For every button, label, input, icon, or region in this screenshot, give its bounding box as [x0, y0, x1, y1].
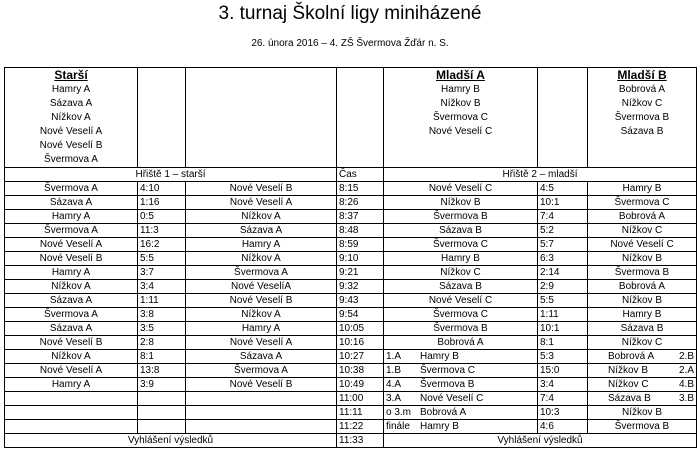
court2-away-cell [588, 406, 697, 420]
court2-score: 5:7 [538, 238, 588, 252]
court2-tag: 1.B [386, 364, 402, 376]
court2-away: Nížkov C [608, 378, 649, 390]
court2-score: 5:5 [538, 294, 588, 308]
match-time: 10:38 [337, 364, 384, 378]
court1-away: Nové Veselí B [186, 182, 337, 196]
group-team: Sázava B [620, 126, 664, 137]
group-team: Hamry B [441, 84, 480, 95]
court2-away-cell [588, 266, 697, 280]
court1-away: Nové Veselí A [186, 336, 337, 350]
court2-away-cell [588, 350, 697, 364]
court2-away-cell [588, 378, 697, 392]
court1-score: 3:5 [138, 322, 186, 336]
court2-home: Hamry B [441, 252, 480, 264]
court1-score: 8:1 [138, 350, 186, 364]
court2-home-cell [384, 308, 538, 322]
group-heading: Mladší B [617, 68, 667, 82]
match-row [5, 252, 697, 266]
court1-home: Sázava A [5, 322, 138, 336]
court2-away: Bobrová A [618, 280, 666, 292]
court1-away: Nové VeselíA [186, 280, 337, 294]
court2-tag: finále [386, 420, 410, 432]
court2-score: 3:4 [538, 378, 588, 392]
court1-home: Nové Veselí B [5, 252, 138, 266]
court2-away: Nížkov C [621, 224, 663, 236]
court1-home: Nové Veselí A [5, 364, 138, 378]
court1-score: 0:5 [138, 210, 186, 224]
court2-tag: 3.A [386, 392, 402, 404]
match-time: 9:54 [337, 308, 384, 322]
match-row [5, 224, 697, 238]
group-team: Sázava A [49, 98, 93, 109]
match-time: 9:43 [337, 294, 384, 308]
court2-away: Bobrová A [618, 210, 666, 222]
court1-score: 13:8 [138, 364, 186, 378]
court1-home [5, 392, 138, 406]
court2-away: Nížkov B [621, 294, 662, 306]
court2-away-wrap [590, 379, 694, 391]
court2-home-cell [384, 322, 538, 336]
court2-away-cell [588, 392, 697, 406]
court2-away-wrap [590, 393, 694, 405]
match-row [5, 392, 697, 406]
court2-score: 10:3 [538, 406, 588, 420]
court2-score: 10:1 [538, 196, 588, 210]
court1-score [138, 392, 186, 406]
court1-home: Švermova A [5, 224, 138, 238]
match-time: 10:05 [337, 322, 384, 336]
court1-home: Hamry A [5, 378, 138, 392]
group-team: Švermova B [614, 112, 670, 123]
group-team: Nížkov A [51, 112, 91, 123]
match-time: 8:59 [337, 238, 384, 252]
court1-home: Švermova A [5, 182, 138, 196]
court2-place: 2.A [678, 364, 694, 376]
match-row [5, 182, 697, 196]
match-time: 11:00 [337, 392, 384, 406]
court2-away: Nížkov B [621, 406, 662, 418]
court1-score: 11:3 [138, 224, 186, 238]
match-time: 10:16 [337, 336, 384, 350]
match-time: 8:15 [337, 182, 384, 196]
court2-place: 2.B [678, 350, 694, 362]
court1-score [138, 406, 186, 420]
court1-home: Nížkov A [5, 350, 138, 364]
header-row [5, 168, 697, 182]
court2-home-cell [384, 378, 538, 392]
court2-away: Nížkov B [621, 252, 662, 264]
group-team: Nové Veselí A [39, 126, 103, 137]
court2-away-cell [588, 294, 697, 308]
court2-away: Švermova C [614, 196, 670, 208]
group-mladsi-b [588, 68, 697, 168]
court2-away-cell [588, 182, 697, 196]
court1-score: 3:7 [138, 266, 186, 280]
court2-score: 5:3 [538, 350, 588, 364]
match-row [5, 280, 697, 294]
court1-away [186, 406, 337, 420]
court2-tag: o 3.m [386, 406, 412, 418]
court2-away: Bobrová A [608, 350, 655, 362]
court2-home-cell [384, 196, 538, 210]
court2-score: 2:14 [538, 266, 588, 280]
groups-row [5, 68, 697, 168]
court1-away: Sázava A [186, 350, 337, 364]
court1-home: Nové Veselí B [5, 336, 138, 350]
court2-home: Bobrová A [420, 406, 467, 418]
group-heading: Mladší A [436, 68, 485, 82]
court2-home-cell [384, 238, 538, 252]
court2-score: 15:0 [538, 364, 588, 378]
match-time: 8:26 [337, 196, 384, 210]
court1-score: 3:4 [138, 280, 186, 294]
court2-home: Švermova C [432, 308, 488, 320]
court2-home-cell [384, 364, 538, 378]
group-team: Švermova A [44, 154, 98, 165]
court2-away-cell [588, 196, 697, 210]
court1-home [5, 406, 138, 420]
court1-away: Nové Veselí B [186, 294, 337, 308]
court1-score: 2:8 [138, 336, 186, 350]
match-row [5, 266, 697, 280]
footer-row [5, 434, 697, 448]
court2-score: 8:1 [538, 336, 588, 350]
court2-tag: 1.A [386, 350, 402, 362]
court2-tag: 4.A [386, 378, 402, 390]
schedule-table [4, 67, 697, 448]
court2-away-cell [588, 336, 697, 350]
court2-place: 3.B [678, 392, 694, 404]
court2-away-cell [588, 224, 697, 238]
court2-home-cell [384, 350, 538, 364]
group-team: Nové Veselí C [428, 126, 493, 137]
match-time: 9:10 [337, 252, 384, 266]
court2-away-cell [588, 280, 697, 294]
court1-home: Sázava A [5, 294, 138, 308]
court1-score [138, 420, 186, 434]
court2-away-cell [588, 252, 697, 266]
match-row [5, 322, 697, 336]
court2-away-cell [588, 420, 697, 434]
court2-home: Švermova B [420, 378, 475, 390]
court2-away: Hamry B [622, 308, 662, 320]
empty-cell [186, 68, 337, 168]
match-time: 10:49 [337, 378, 384, 392]
match-time: 10:27 [337, 350, 384, 364]
court2-home-cell [384, 406, 538, 420]
court1-score: 3:9 [138, 378, 186, 392]
court1-away: Švermova A [186, 364, 337, 378]
court1-away: Hamry A [186, 322, 337, 336]
match-row [5, 420, 697, 434]
group-team: Bobrová A [618, 84, 666, 95]
time-header: Čas [337, 168, 384, 182]
court1-away: Nížkov A [186, 308, 337, 322]
footer-left: Vyhlášení výsledků [5, 434, 337, 448]
court1-header: Hřiště 1 – starší [5, 168, 337, 182]
match-row [5, 336, 697, 350]
court2-header: Hřiště 2 – mladší [384, 168, 697, 182]
match-row [5, 364, 697, 378]
court2-score: 7:4 [538, 392, 588, 406]
court1-score: 3:8 [138, 308, 186, 322]
court2-home: Švermova B [433, 322, 488, 334]
court2-score: 10:1 [538, 322, 588, 336]
court2-score: 4:6 [538, 420, 588, 434]
court2-away: Nížkov C [621, 336, 663, 348]
group-team: Nížkov C [621, 98, 663, 109]
court1-home: Hamry A [5, 210, 138, 224]
match-time: 9:21 [337, 266, 384, 280]
court2-score: 1:11 [538, 308, 588, 322]
group-mladsi-a [384, 68, 538, 168]
court2-home: Sázava B [439, 224, 482, 236]
court2-home: Hamry B [420, 420, 459, 432]
court1-score: 1:11 [138, 294, 186, 308]
court1-away: Nížkov A [186, 210, 337, 224]
court2-away-cell [588, 238, 697, 252]
match-row [5, 210, 697, 224]
court1-score: 4:10 [138, 182, 186, 196]
court1-away: Hamry A [186, 238, 337, 252]
match-row [5, 406, 697, 420]
court2-home: Nížkov B [440, 196, 481, 208]
empty-cell [538, 68, 588, 168]
match-row [5, 294, 697, 308]
court2-away-cell [588, 364, 697, 378]
court1-away [186, 420, 337, 434]
empty-cell [138, 68, 186, 168]
court2-home: Bobrová A [437, 336, 484, 348]
match-time: 11:22 [337, 420, 384, 434]
court2-away-cell [588, 322, 697, 336]
court2-home-cell [384, 266, 538, 280]
court2-score: 4:5 [538, 182, 588, 196]
group-team: Hamry A [51, 84, 91, 95]
court2-home-cell [384, 224, 538, 238]
court1-away: Švermova A [186, 266, 337, 280]
court2-home: Švermova B [433, 210, 488, 222]
empty-cell [337, 68, 384, 168]
court2-away: Nížkov B [608, 364, 649, 376]
court1-score: 1:16 [138, 196, 186, 210]
footer-right: Vyhlášení výsledků [384, 434, 697, 448]
court1-home: Nové Veselí A [5, 238, 138, 252]
court2-home-cell [384, 336, 538, 350]
court1-home: Hamry A [5, 266, 138, 280]
court2-home-cell [384, 210, 538, 224]
footer-time: 11:33 [337, 434, 384, 448]
group-heading: Starší [54, 68, 88, 82]
court2-home-cell [384, 420, 538, 434]
court1-away [186, 392, 337, 406]
match-row [5, 196, 697, 210]
group-team: Nížkov B [440, 98, 481, 109]
match-row [5, 308, 697, 322]
match-time: 8:48 [337, 224, 384, 238]
page-subtitle: 26. února 2016 – 4. ZŠ Švermova Žďár n. S. [251, 38, 449, 49]
match-row [5, 350, 697, 364]
court2-away: Nové Veselí C [610, 238, 674, 250]
court2-home: Švermova C [420, 364, 476, 376]
match-time: 9:32 [337, 280, 384, 294]
court2-home: Nížkov C [440, 266, 481, 278]
group-starsi [5, 68, 138, 168]
court2-away: Švermova B [614, 420, 670, 432]
court2-home-cell [384, 252, 538, 266]
court1-home: Švermova A [5, 308, 138, 322]
court2-away-wrap [590, 351, 694, 363]
page-title: 3. turnaj Školní ligy miniházené [218, 3, 482, 24]
court1-score: 16:2 [138, 238, 186, 252]
group-team: Švermova C [432, 112, 488, 123]
court2-score: 7:4 [538, 210, 588, 224]
court2-home: Nové Veselí C [428, 182, 493, 194]
court2-away: Hamry B [622, 182, 662, 194]
court1-home: Nížkov A [5, 280, 138, 294]
court2-away-cell [588, 308, 697, 322]
court2-home-cell [384, 182, 538, 196]
court2-home-cell [384, 280, 538, 294]
court2-away: Švermova B [614, 266, 670, 278]
court2-home: Sázava B [439, 280, 482, 292]
court2-home: Nové Veselí C [428, 294, 493, 306]
match-time: 11:11 [337, 406, 384, 420]
court2-away-cell [588, 210, 697, 224]
court2-home-cell [384, 392, 538, 406]
court1-away: Nížkov A [186, 252, 337, 266]
court1-home [5, 420, 138, 434]
court1-away: Nové Veselí A [186, 196, 337, 210]
court1-score: 5:5 [138, 252, 186, 266]
court2-away-wrap [590, 365, 694, 377]
court2-score: 2:9 [538, 280, 588, 294]
match-row [5, 378, 697, 392]
court2-home: Nové Veselí C [420, 392, 484, 404]
court2-home: Švermova C [432, 238, 488, 250]
court1-away: Sázava A [186, 224, 337, 238]
court2-away: Sázava B [608, 392, 651, 404]
court1-home: Sázava A [5, 196, 138, 210]
court2-score: 6:3 [538, 252, 588, 266]
court2-home-cell [384, 294, 538, 308]
court2-score: 5:2 [538, 224, 588, 238]
court2-away: Sázava B [620, 322, 664, 334]
court2-place: 4.B [678, 378, 694, 390]
court1-away: Nové Veselí B [186, 378, 337, 392]
group-team: Nové Veselí B [39, 140, 103, 151]
match-time: 8:37 [337, 210, 384, 224]
match-row [5, 238, 697, 252]
court2-home: Hamry B [420, 350, 459, 362]
